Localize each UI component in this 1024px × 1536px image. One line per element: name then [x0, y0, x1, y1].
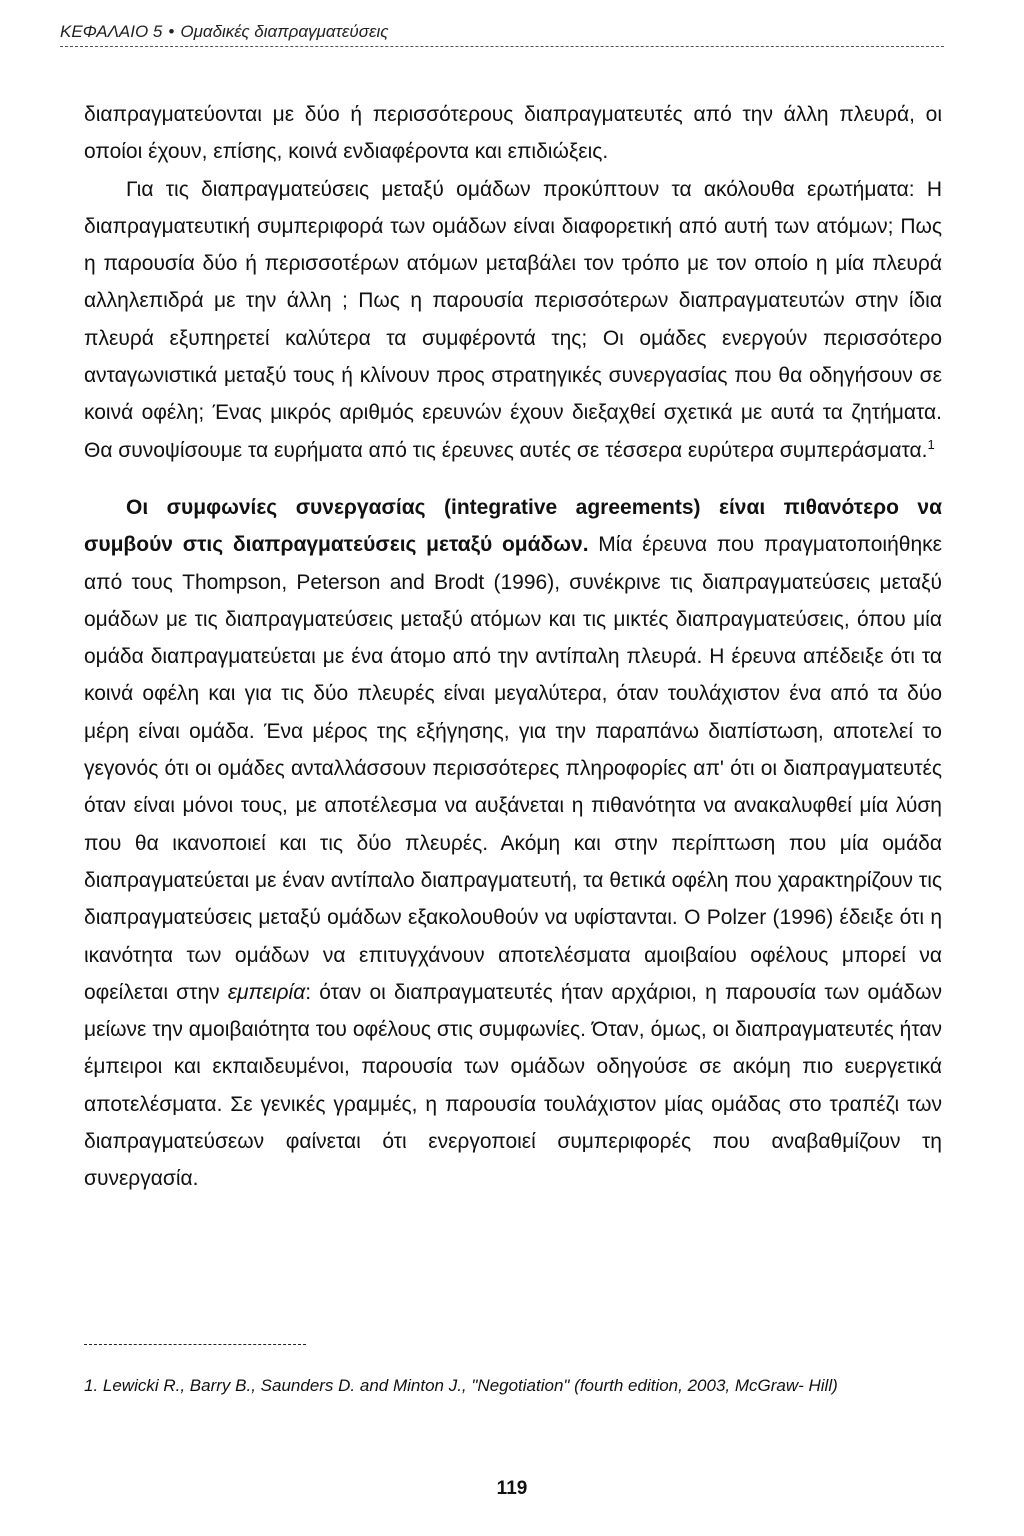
- running-header: [60, 22, 944, 47]
- paragraph-continued: διαπραγματεύονται με δύο ή περισσότερους διαπραγματευτές από την άλλη πλευρά, οι οποίοι έχουν, επίσης, κοινά ενδιαφέροντα και επιδιώξεις.: [84, 103, 942, 164]
- page-number: 119: [496, 1478, 528, 1499]
- footnote-divider: [84, 1344, 306, 1345]
- chapter-title: Ομαδικές διαπραγματεύσεις: [180, 22, 389, 41]
- main-text: [84, 96, 942, 1198]
- paragraph-integrative: [84, 489, 942, 1198]
- chapter-label: ΚΕΦΑΛΑΙΟ 5: [60, 22, 163, 41]
- paragraph-lead-bold: Οι συμφωνίες συνεργασίας (integrative agreements) είναι πιθανότερο να συμβούν στις διαπραγματεύσεις μεταξύ ομάδων.: [84, 495, 942, 557]
- footnote: 1. Lewicki R., Barry B., Saunders D. and Minton J., "Negotiation" (fourth edition, 2003, McGraw- Hill): [84, 1376, 838, 1395]
- footnote-reference[interactable]: 1: [927, 436, 935, 452]
- paragraph-questions: [84, 171, 942, 469]
- paragraph-questions-text: Για τις διαπραγματεύσεις μεταξύ ομάδων προκύπτουν τα ακόλουθα ερωτήματα: Η διαπραγματευτική συμπεριφορά των ομάδων είναι διαφορετική από αυτή των ατόμων; Πως η παρουσία δύο ή περισσοτέρων ατόμων μεταβάλει τον τρόπο με τον οποίο η μία πλευρά αλληλεπιδρά με την άλλη ; Πως η παρουσία περισσότερων διαπραγματευτών στην ίδια πλευρά εξυπηρετεί καλύτερα τα συμφέροντά της; Οι ομάδες ενεργούν περισσότερο ανταγωνιστικά μεταξύ τους ή κλίνουν προς στρατηγικές συνεργασίας που θα οδηγήσουν σε κοινά οφέλη; Ένας μικρός αριθμός ερευνών έχουν διεξαχθεί σχετικά με αυτά τα ζητήματα. Θα συνοψίσουμε τα ευρήματα από τις έρευνες αυτές σε τέσσερα ευρύτερα συμπεράσματα.: [84, 177, 942, 462]
- emphasis-experience: εμπειρία: [227, 980, 306, 1004]
- paragraph-body-part1: Μία έρευνα που πραγματοποιήθηκε από τους Thompson, Peterson and Brodt (1996), συνέκρινε τις διαπραγματεύσεις μεταξύ ομάδων με τις διαπραγματεύσεις μεταξύ ατόμων και τις μικτές διαπραγματεύσεις, όπου μία ομάδα διαπραγματεύεται με ένα άτομο από την αντίπαλη πλευρά. Η έρευνα απέδειξε ότι τα κοινά οφέλη και για τις δύο πλευρές είναι μεγαλύτερα, όταν τουλάχιστον ένα από τα δύο μέρη είναι ομάδα. Ένα μέρος της εξήγησης, για την παραπάνω διαπίστωση, αποτελεί το γεγονός ότι οι ομάδες ανταλλάσσουν περισσότερες πληροφορίες απ' ότι οι διαπραγματευτές όταν είναι μόνοι τους, με αποτέλεσμα να αυξάνεται η πιθανότητα να ανακαλυφθεί μία λύση που θα ικανοποιεί και τις δύο πλευρές. Ακόμη και στην περίπτωση που μία ομάδα διαπραγματεύεται με έναν αντίπαλο διαπραγματευτή, τα θετικά οφέλη που χαρακτηρίζουν τις διαπραγματεύσεις μεταξύ ομάδων εξακολουθούν να υφίστανται. Ο Polzer (1996) έδειξε ότι η ικανότητα των ομάδων να επιτυγχάνουν αποτελέσματα αμοιβαίου οφέλους μπορεί να οφείλεται στην: [84, 533, 942, 1004]
- header-separator: •: [168, 22, 175, 41]
- paragraph-body-part2: : όταν οι διαπραγματευτές ήταν αρχάριοι, η παρουσία των ομάδων μείωνε την αμοιβαιότητα του οφέλους στις συμφωνίες. Όταν, όμως, οι διαπραγματευτές ήταν έμπειροι και εκπαιδευμένοι, παρουσία των ομάδων οδηγούσε σε ακόμη πιο ευεργετικά αποτελέσματα. Σε γενικές γραμμές, η παρουσία τουλάχιστον μίας ομάδας στο τραπέζι των διαπραγματεύσεων φαίνεται ότι ενεργοποιεί συμπεριφορές που αναβαθμίζουν τη συνεργασία.: [84, 980, 942, 1191]
